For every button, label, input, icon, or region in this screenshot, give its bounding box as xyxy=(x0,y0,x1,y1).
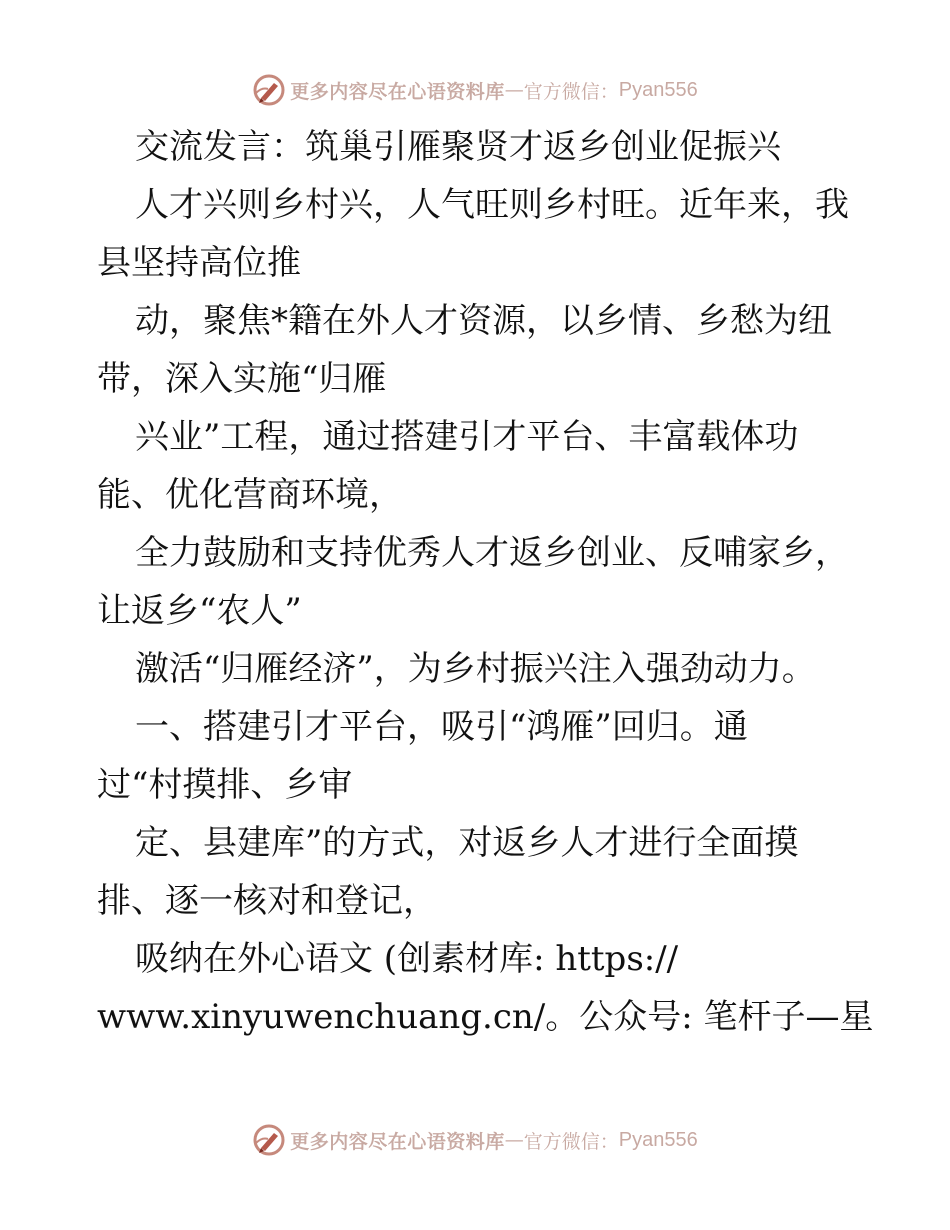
document-body xyxy=(97,118,874,1046)
paragraph-line: 带，深入实施“归雁 xyxy=(97,359,387,399)
banner-wechat-id: Pyan556 xyxy=(618,1128,698,1151)
banner-separator: — xyxy=(504,79,524,101)
paragraph-line: 吸纳在外心语文 (创素材库: https:// xyxy=(135,939,679,979)
paragraph-line: 兴业”工程，通过搭建引才平台、丰富载体功 xyxy=(135,417,799,457)
paragraph-line: 全力鼓励和支持优秀人才返乡创业、反哺家乡， xyxy=(135,533,849,573)
paragraph-line: 人才兴则乡村兴，人气旺则乡村旺。近年来，我 xyxy=(135,185,849,225)
paragraph-line: www.xinyuwenchuang.cn/。公众号: 笔杆子—星 xyxy=(97,997,874,1037)
banner-wechat-label: 官方微信： xyxy=(523,80,619,103)
banner-text: 更多内容尽在心语资料库 xyxy=(290,80,505,103)
header-banner xyxy=(0,70,950,110)
section-heading-line: 一、搭建引才平台，吸引“鸿雁”回归。通 xyxy=(135,707,748,747)
banner-wechat-label: 官方微信： xyxy=(523,1130,619,1153)
banner-separator: — xyxy=(504,1129,524,1151)
banner-wechat-id: Pyan556 xyxy=(618,78,698,101)
document-title: 交流发言：筑巢引雁聚贤才返乡创业促振兴 xyxy=(135,127,781,167)
paragraph-line: 能、优化营商环境， xyxy=(97,475,403,515)
paragraph-line: 动，聚焦*籍在外人才资源，以乡情、乡愁为纽 xyxy=(135,301,832,341)
paragraph-line: 县坚持高位推 xyxy=(97,243,301,283)
banner-text: 更多内容尽在心语资料库 xyxy=(290,1130,505,1153)
red-pen-logo-icon xyxy=(252,1123,286,1157)
paragraph-line: 让返乡“农人” xyxy=(97,591,302,631)
footer-banner xyxy=(0,1120,950,1160)
paragraph-line: 过“村摸排、乡审 xyxy=(97,765,353,805)
paragraph-line: 排、逐一核对和登记， xyxy=(97,881,437,921)
paragraph-line: 激活“归雁经济”，为乡村振兴注入强劲动力。 xyxy=(135,649,816,689)
paragraph-line: 定、县建库”的方式，对返乡人才进行全面摸 xyxy=(135,823,799,863)
red-pen-logo-icon xyxy=(252,73,286,107)
